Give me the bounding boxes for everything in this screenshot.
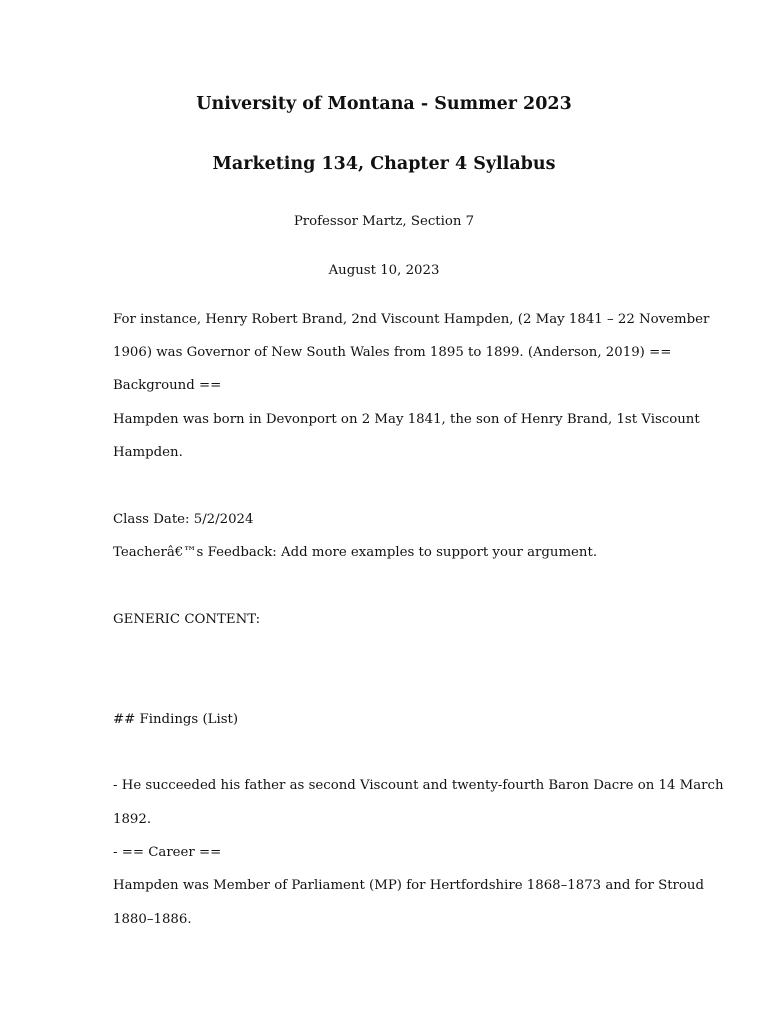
document-date: August 10, 2023	[328, 263, 440, 278]
professor-line: Professor Martz, Section 7	[293, 214, 475, 229]
class-date: Class Date: 5/2/2024	[113, 512, 254, 527]
document-subtitle: Marketing 134, Chapter 4 Syllabus	[212, 154, 556, 174]
background-line-2: Hampden.	[113, 445, 183, 460]
document-title: University of Montana - Summer 2023	[196, 94, 572, 114]
findings-item-2: - == Career ==	[113, 845, 222, 860]
teacher-feedback: Teacherâ€™s Feedback: Add more examples to support your argument.	[113, 545, 598, 560]
findings-item-1-line-1: - He succeeded his father as second Viscount and twenty-fourth Baron Dacre on 14 March	[113, 778, 724, 793]
intro-line-1: For instance, Henry Robert Brand, 2nd Viscount Hampden, (2 May 1841 – 22 November	[113, 312, 710, 327]
career-line-1: Hampden was Member of Parliament (MP) for Hertfordshire 1868–1873 and for Stroud	[113, 878, 704, 893]
intro-line-2: 1906) was Governor of New South Wales from 1895 to 1899. (Anderson, 2019) ==	[113, 345, 672, 360]
background-line-1: Hampden was born in Devonport on 2 May 1841, the son of Henry Brand, 1st Viscount	[113, 412, 700, 427]
career-line-2: 1880–1886.	[113, 912, 192, 927]
generic-content-label: GENERIC CONTENT:	[113, 612, 261, 627]
findings-item-1-line-2: 1892.	[113, 812, 152, 827]
intro-line-3: Background ==	[113, 378, 222, 393]
findings-heading: ## Findings (List)	[113, 712, 239, 727]
